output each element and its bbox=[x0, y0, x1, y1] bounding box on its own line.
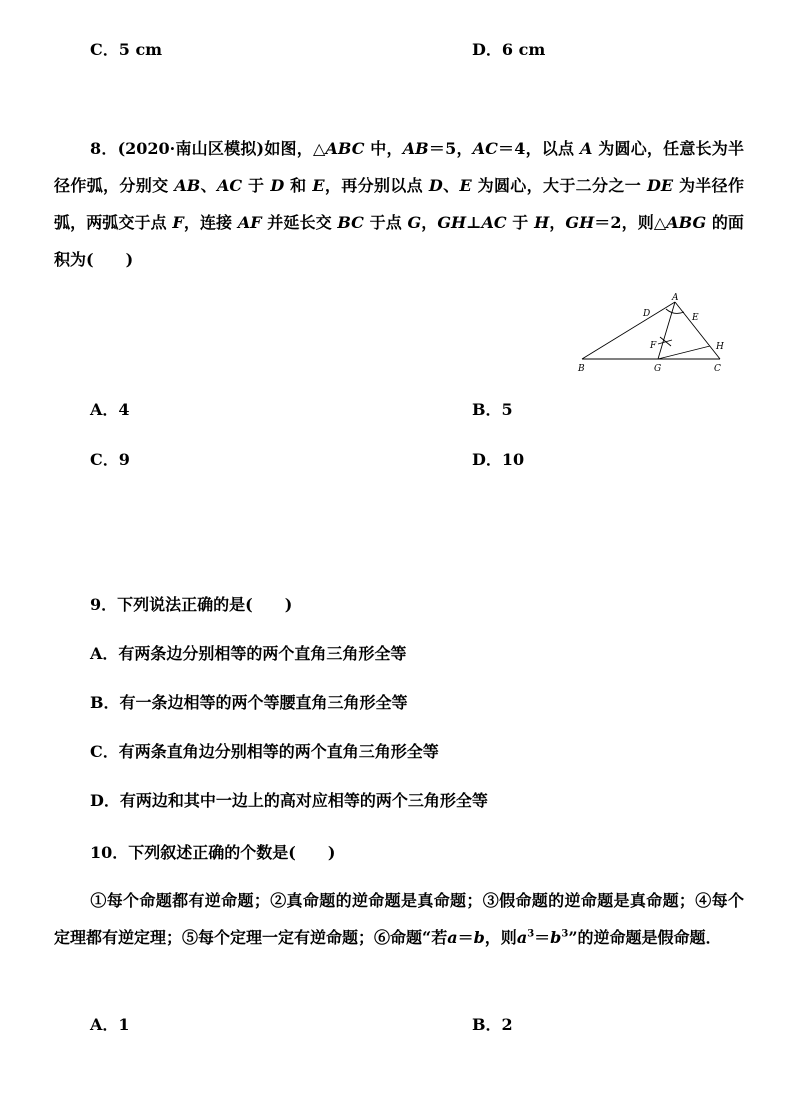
label-d: D bbox=[643, 309, 651, 319]
label-e: E bbox=[692, 313, 699, 323]
label-f: F bbox=[650, 341, 657, 351]
label-c: C bbox=[714, 364, 721, 374]
q8-option-b: B．5 bbox=[472, 400, 513, 419]
segment-gh bbox=[658, 346, 710, 359]
q8-option-a: A．4 bbox=[90, 400, 130, 419]
label-g: G bbox=[654, 364, 662, 374]
segment-ab bbox=[582, 302, 675, 359]
label-a: A bbox=[672, 293, 679, 303]
q9-option-a: A．有两条边分别相等的两个直角三角形全等 bbox=[90, 644, 407, 663]
q9-option-c: C．有两条直角边分别相等的两个直角三角形全等 bbox=[90, 742, 439, 761]
q9-option-b: B．有一条边相等的两个等腰直角三角形全等 bbox=[90, 693, 408, 712]
triangle-figure bbox=[570, 292, 740, 376]
q8-option-c: C．9 bbox=[90, 450, 130, 469]
q7-option-d: D．6 cm bbox=[472, 40, 546, 59]
q10-stem: 10．下列叙述正确的个数是( ) bbox=[90, 843, 336, 862]
segment-ac bbox=[675, 302, 720, 359]
label-b: B bbox=[578, 364, 585, 374]
q8-source: (2020·南山区模拟) bbox=[117, 139, 265, 158]
q10-option-b: B．2 bbox=[472, 1015, 513, 1034]
q8-stem: 8．(2020·南山区模拟)如图，△ABC 中，AB＝5，AC＝4，以点 A 为圆心，任意长为半径作弧，分别交 AB、AC 于 D 和 E，再分别以点 D、E 为圆心，大于二分之一 DE 为半径作弧，两弧交于点 F，连接 AF 并延长交 BC 于点 G，GH⊥AC 于 H，GH＝2，则△ABG 的面积为( ) bbox=[54, 139, 744, 269]
label-h: H bbox=[716, 342, 724, 352]
arc-from-e bbox=[660, 337, 671, 346]
q7-option-c: C．5 cm bbox=[90, 40, 163, 59]
q10-option-a: A．1 bbox=[90, 1015, 130, 1034]
q10-statements: ①每个命题都有逆命题；②真命题的逆命题是真命题；③假命题的逆命题是真命题；④每个定理都有逆定理；⑤每个定理一定有逆命题；⑥命题“若a＝b，则$a^3=b^3$”的逆命题是假命题． bbox=[54, 891, 744, 947]
q8-number: 8． bbox=[90, 139, 118, 158]
q8-option-d: D．10 bbox=[472, 450, 525, 469]
q9-stem: 9．下列说法正确的是( ) bbox=[90, 595, 293, 614]
q9-option-d: D．有两边和其中一边上的高对应相等的两个三角形全等 bbox=[90, 791, 488, 810]
